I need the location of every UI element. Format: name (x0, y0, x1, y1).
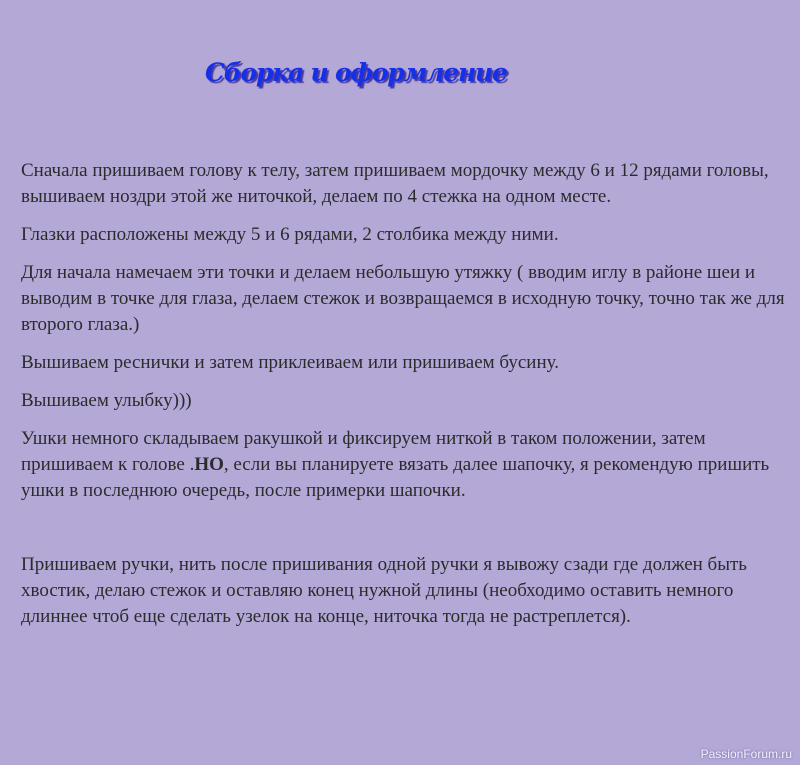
paragraph-attach-head: Сначала пришиваем голову к телу, затем пришиваем мордочку между 6 и 12 рядами головы, вышиваем ноздри этой же ниточкой, делаем по 4 стежка на одном месте. (21, 160, 769, 207)
page-title: Сборка и оформление (205, 58, 507, 87)
paragraph-eyes-position: Глазки расположены между 5 и 6 рядами, 2 столбика между ними. (21, 224, 559, 245)
paragraph-arms: Пришиваем ручки, нить после пришивания одной ручки я вывожу сзади где должен быть хвостик, делаю стежок и оставляю конец нужной длины (необходимо оставить немного длиннее чтоб еще сделать узелок на конце, ниточка тогда не растреплется). (21, 554, 747, 627)
paragraph-smile: Вышиваем улыбку))) (21, 390, 192, 411)
site-watermark: PassionForum.ru (700, 747, 792, 761)
paragraph-eyelashes: Вышиваем реснички и затем приклеиваем или пришиваем бусину. (21, 352, 559, 373)
instructions-text (21, 158, 791, 642)
paragraph-eyes-tightening: Для начала намечаем эти точки и делаем небольшую утяжку ( вводим иглу в районе шеи и выводим в точке для глаза, делаем стежок и возвращаемся в исходную точку, точно так же для второго глаза.) (21, 262, 785, 335)
ears-text-before: Ушки немного складываем ракушкой и фиксируем ниткой в таком положении, затем пришиваем к голове . (21, 428, 706, 475)
ears-text-after: , если вы планируете вязать далее шапочку, я рекомендую пришить ушки в последнюю очередь, после примерки шапочки. (21, 454, 770, 501)
ears-emphasis: НО (194, 454, 224, 475)
paragraph-ears (21, 426, 791, 504)
